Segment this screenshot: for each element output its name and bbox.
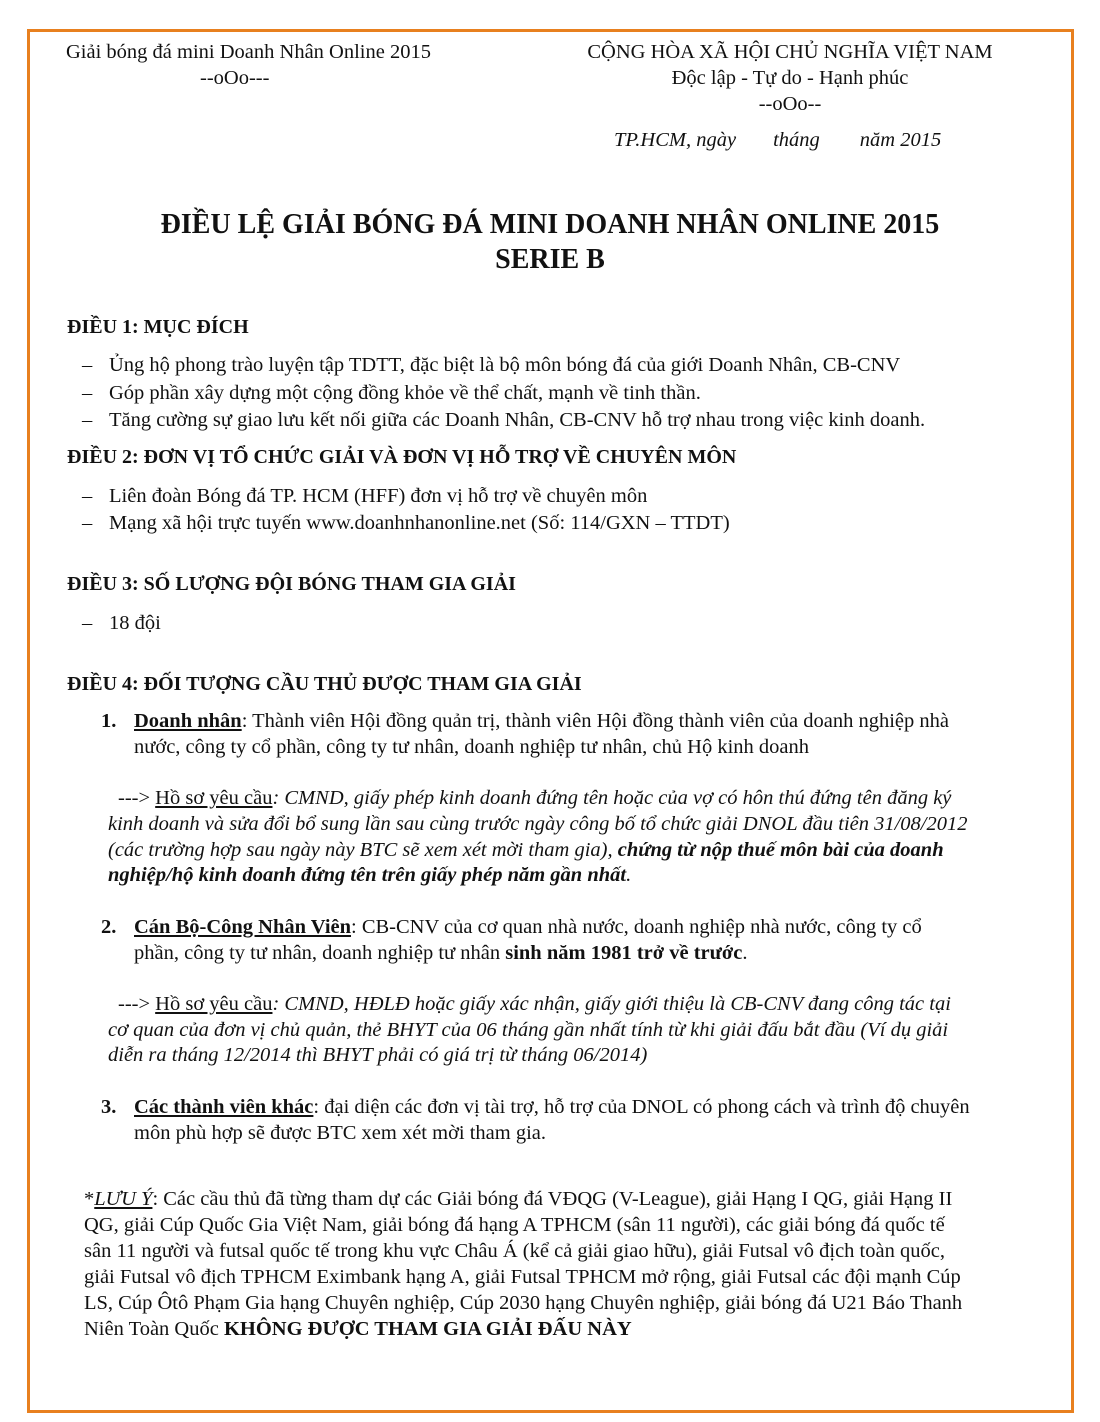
document-subtitle: SERIE B <box>495 244 605 275</box>
national-separator: --oOo-- <box>758 93 822 115</box>
requirements-label: Hồ sơ yêu cầu <box>155 787 273 809</box>
article-2-heading: ĐIỀU 2: ĐƠN VỊ TỔ CHỨC GIẢI VÀ ĐƠN VỊ HỖ TRỢ VỀ CHUYÊN MÔN <box>67 446 737 468</box>
article-4-heading: ĐIỀU 4: ĐỐI TƯỢNG CẦU THỦ ĐƯỢC THAM GIA GIẢI <box>67 673 582 695</box>
note-label: LƯU Ý <box>94 1188 153 1210</box>
requirements-label: Hồ sơ yêu cầu <box>155 993 273 1015</box>
note-emphasis: KHÔNG ĐƯỢC THAM GIA GIẢI ĐẤU NÀY <box>223 1318 632 1340</box>
bullet-dash: – <box>82 382 93 404</box>
item-number: 3. <box>101 1096 117 1118</box>
arrow-marker: ---> <box>118 787 151 809</box>
national-title: CỘNG HÒA XÃ HỘI CHỦ NGHĨA VIỆT NAM <box>587 41 993 63</box>
item-number: 2. <box>101 916 117 938</box>
item-term: Cán Bộ-Công Nhân Viên <box>134 916 352 938</box>
national-motto: Độc lập - Tự do - Hạnh phúc <box>671 67 909 89</box>
date-month: tháng <box>773 129 820 151</box>
bullet-dash: – <box>82 612 93 634</box>
date-day: TP.HCM, ngày <box>614 129 737 151</box>
item-1-text: Doanh nhân: Thành viên Hội đồng quản trị, thành viên Hội đồng thành viên của doanh nghiệp nhà nước, công ty cổ phần, công ty tư nhân, doanh nghiệp tư nhân, chủ Hộ kinh doanh <box>134 710 949 758</box>
arrow-marker: ---> <box>118 993 151 1015</box>
document-title: ĐIỀU LỆ GIẢI BÓNG ĐÁ MINI DOANH NHÂN ONLINE 2015 <box>160 209 940 240</box>
article-1-heading: ĐIỀU 1: MỤC ĐÍCH <box>67 316 249 338</box>
list-item: – 18 đội <box>82 612 161 634</box>
item-1-requirements-line3: (các trường hợp sau ngày này BTC sẽ xem xét mời tham gia), chứng từ nộp thuế môn bài của doanh <box>108 839 944 861</box>
item-2-requirements-line2: cơ quan của đơn vị chủ quản, thẻ BHYT của 06 tháng gần nhất tính từ khi giải đấu bắt đầu (Ví dụ giải <box>108 1019 949 1041</box>
organizer-separator: --oOo--- <box>200 67 270 89</box>
date-year: năm 2015 <box>859 129 942 151</box>
item-1-requirements-line2: kinh doanh và sửa đổi bổ sung lần sau cùng trước ngày công bố tổ chức giải DNOL đầu tiên 31/08/2012 <box>108 813 968 835</box>
date-place <box>614 127 941 153</box>
item-1-requirements: ---> Hồ sơ yêu cầu: CMND, giấy phép kinh doanh đứng tên hoặc của vợ có hôn thú đứng tên đăng ký <box>118 787 952 809</box>
bullet-dash: – <box>82 409 93 431</box>
bullet-dash: – <box>82 354 93 376</box>
article-3-heading: ĐIỀU 3: SỐ LƯỢNG ĐỘI BÓNG THAM GIA GIẢI <box>67 573 516 595</box>
item-2-text: Cán Bộ-Công Nhân Viên: CB-CNV của cơ quan nhà nước, doanh nghiệp nhà nước, công ty cổ phần, công ty tư nhân, doanh nghiệp tư nhân sinh năm 1981 trở về trước. <box>134 916 922 964</box>
item-2-requirements-line3: diễn ra tháng 12/2014 thì BHYT phải có giá trị từ tháng 06/2014) <box>108 1044 648 1066</box>
note-block: *LƯU Ý: Các cầu thủ đã từng tham dự các Giải bóng đá VĐQG (V-League), giải Hạng I QG, giải Hạng II QG, giải Cúp Quốc Gia Việt Nam, giải bóng đá hạng A TPHCM (sân 11 người), các giải bóng đá quốc tế sân 11 người và futsal quốc tế trong khu vực Châu Á (kể cả giải giao hữu), giải Futsal vô địch toàn quốc, giải Futsal vô địch TPHCM Eximbank hạng A, giải Futsal TPHCM mở rộng, giải Futsal các đội mạnh Cúp LS, Cúp Ôtô Phạm Gia hạng Chuyên nghiệp, Cúp 2030 hạng Chuyên nghiệp, giải bóng đá U21 Báo Thanh Niên Toàn Quốc KHÔNG ĐƯỢC THAM GIA GIẢI ĐẤU NÀY <box>84 1188 963 1340</box>
bullet-dash: – <box>82 512 93 534</box>
item-term: Doanh nhân <box>134 710 242 732</box>
item-term: Các thành viên khác <box>134 1096 314 1118</box>
list-item: – Liên đoàn Bóng đá TP. HCM (HFF) đơn vị hỗ trợ về chuyên môn <box>82 485 648 507</box>
organizer-name: Giải bóng đá mini Doanh Nhân Online 2015 <box>66 41 431 63</box>
list-item: – Mạng xã hội trực tuyến www.doanhnhanonline.net (Số: 114/GXN – TTDT) <box>82 512 730 534</box>
bullet-dash: – <box>82 485 93 507</box>
item-1-requirements-line4: nghiệp/hộ kinh doanh đứng tên trên giấy phép năm gần nhất. <box>108 864 632 886</box>
list-item: – Tăng cường sự giao lưu kết nối giữa các Doanh Nhân, CB-CNV hỗ trợ nhau trong việc kinh doanh. <box>82 409 926 431</box>
item-3-text: Các thành viên khác: đại diện các đơn vị tài trợ, hỗ trợ của DNOL có phong cách và trình độ chuyên môn phù hợp sẽ được BTC xem xét mời tham gia. <box>134 1096 970 1144</box>
item-2-requirements: ---> Hồ sơ yêu cầu: CMND, HĐLĐ hoặc giấy xác nhận, giấy giới thiệu là CB-CNV đang công tác tại <box>118 993 951 1015</box>
item-number: 1. <box>101 710 117 732</box>
list-item: – Góp phần xây dựng một cộng đồng khỏe về thể chất, mạnh về tinh thần. <box>82 382 701 404</box>
list-item: – Ủng hộ phong trào luyện tập TDTT, đặc biệt là bộ môn bóng đá của giới Doanh Nhân, CB-CNV <box>82 354 901 376</box>
